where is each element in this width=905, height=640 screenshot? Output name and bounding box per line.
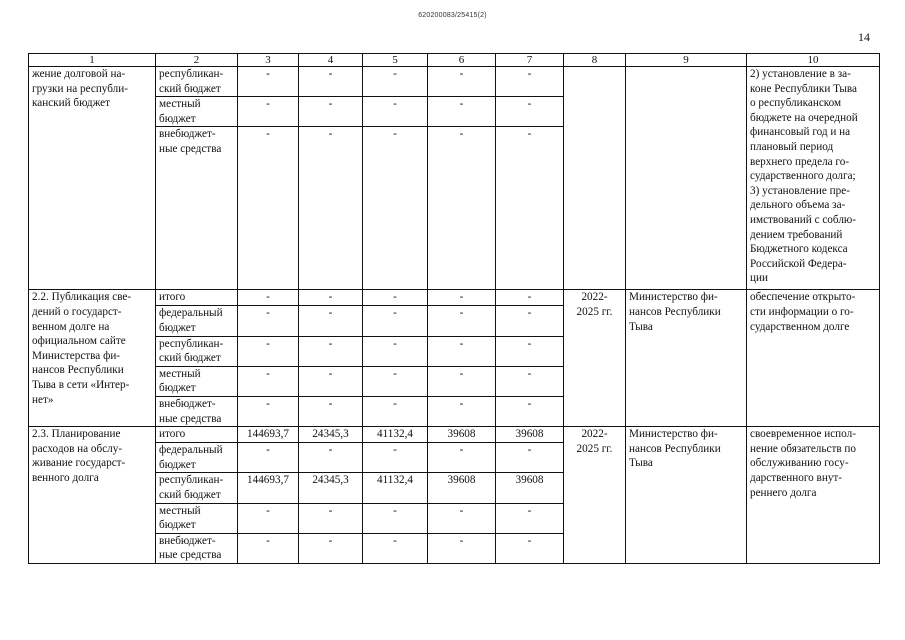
value-cell: - [238, 127, 299, 290]
funding-source-cell: местный бюджет [156, 97, 238, 127]
column-number: 4 [299, 54, 363, 67]
program-table [28, 53, 880, 564]
value-cell: - [238, 290, 299, 306]
result-cell: обеспечение открыто- сти информации о го- сударственном долге [747, 290, 880, 427]
funding-source-cell: итого [156, 427, 238, 443]
funding-source-cell: республикан- ский бюджет [156, 67, 238, 97]
value-cell: - [428, 67, 496, 97]
value-cell: - [428, 97, 496, 127]
executor-cell: Министерство фи- нансов Республики Тыва [626, 427, 747, 564]
funding-source-cell: внебюджет- ные средства [156, 127, 238, 290]
value-cell: - [496, 306, 564, 336]
column-number: 8 [564, 54, 626, 67]
value-cell: - [428, 396, 496, 426]
value-cell: - [238, 67, 299, 97]
funding-source-cell: федеральный бюджет [156, 443, 238, 473]
value-cell: - [299, 503, 363, 533]
period-cell: 2022- 2025 гг. [564, 427, 626, 564]
value-cell: - [238, 503, 299, 533]
funding-source-cell: местный бюджет [156, 366, 238, 396]
value-cell: - [299, 97, 363, 127]
funding-source-cell: федеральный бюджет [156, 306, 238, 336]
value-cell: - [496, 443, 564, 473]
column-number-row [29, 54, 880, 67]
value-cell: - [428, 336, 496, 366]
value-cell: - [299, 443, 363, 473]
measure-cell: 2.2. Публикация све- дений о государст- венном долге на официальном сайте Министерства фи- нансов Республики Тыва в сети «Интер- нет» [29, 290, 156, 427]
funding-source-cell: местный бюджет [156, 503, 238, 533]
value-cell: - [496, 290, 564, 306]
value-cell: - [496, 97, 564, 127]
value-cell: - [238, 366, 299, 396]
value-cell: 41132,4 [363, 473, 428, 503]
table-row [29, 427, 880, 443]
value-cell: - [238, 336, 299, 366]
value-cell: 39608 [496, 427, 564, 443]
value-cell: - [363, 443, 428, 473]
value-cell: - [363, 396, 428, 426]
result-cell: 2) установление в за- коне Республики Тыва о республиканском бюджете на очередной финансовый год и на плановый период верхнего предела го- сударственного долга; 3) установление пре- дельного объема за- имствований с соблю- дением требований Бюджетного кодекса Российской Федера- ции [747, 67, 880, 290]
funding-source-cell: внебюджет- ные средства [156, 533, 238, 563]
value-cell: - [238, 443, 299, 473]
value-cell: - [496, 533, 564, 563]
value-cell: - [299, 366, 363, 396]
value-cell: - [363, 366, 428, 396]
value-cell: 144693,7 [238, 473, 299, 503]
column-number: 7 [496, 54, 564, 67]
column-number: 9 [626, 54, 747, 67]
value-cell: - [238, 396, 299, 426]
result-cell: своевременное испол- нение обязательств по обслуживанию госу- дарственного внут- реннего долга [747, 427, 880, 564]
value-cell: 24345,3 [299, 427, 363, 443]
column-number: 6 [428, 54, 496, 67]
value-cell: - [299, 127, 363, 290]
value-cell: - [299, 67, 363, 97]
document-id: 620200083/25415(2) [418, 12, 487, 19]
table-row [29, 290, 880, 306]
value-cell: - [299, 533, 363, 563]
value-cell: - [428, 533, 496, 563]
value-cell: - [428, 290, 496, 306]
value-cell: 144693,7 [238, 427, 299, 443]
value-cell: - [428, 443, 496, 473]
column-number: 10 [747, 54, 880, 67]
value-cell: - [238, 306, 299, 336]
value-cell: - [428, 366, 496, 396]
table-row [29, 67, 880, 97]
value-cell: - [363, 306, 428, 336]
value-cell: 24345,3 [299, 473, 363, 503]
value-cell: - [496, 336, 564, 366]
value-cell: - [363, 533, 428, 563]
value-cell: 39608 [496, 473, 564, 503]
value-cell: - [363, 336, 428, 366]
column-number: 2 [156, 54, 238, 67]
value-cell: - [238, 533, 299, 563]
value-cell: - [363, 97, 428, 127]
measure-cell: 2.3. Планирование расходов на обслу- живание государст- венного долга [29, 427, 156, 564]
value-cell: - [428, 503, 496, 533]
measure-cell: жение долговой на- грузки на республи- канский бюджет [29, 67, 156, 290]
funding-source-cell: внебюджет- ные средства [156, 396, 238, 426]
period-cell: 2022- 2025 гг. [564, 290, 626, 427]
executor-cell: Министерство фи- нансов Республики Тыва [626, 290, 747, 427]
value-cell: - [363, 127, 428, 290]
value-cell: 39608 [428, 427, 496, 443]
value-cell: - [496, 127, 564, 290]
value-cell: - [496, 396, 564, 426]
value-cell: - [299, 290, 363, 306]
value-cell: - [238, 97, 299, 127]
value-cell: - [496, 366, 564, 396]
executor-cell [626, 67, 747, 290]
value-cell: 39608 [428, 473, 496, 503]
value-cell: - [428, 306, 496, 336]
page-number: 14 [858, 30, 870, 44]
funding-source-cell: итого [156, 290, 238, 306]
value-cell: - [299, 306, 363, 336]
column-number: 5 [363, 54, 428, 67]
column-number: 1 [29, 54, 156, 67]
value-cell: - [428, 127, 496, 290]
value-cell: - [363, 67, 428, 97]
value-cell: - [299, 396, 363, 426]
column-number: 3 [238, 54, 299, 67]
value-cell: - [363, 290, 428, 306]
value-cell: - [363, 503, 428, 533]
value-cell: - [496, 503, 564, 533]
period-cell [564, 67, 626, 290]
value-cell: 41132,4 [363, 427, 428, 443]
funding-source-cell: республикан- ский бюджет [156, 473, 238, 503]
value-cell: - [299, 336, 363, 366]
value-cell: - [496, 67, 564, 97]
funding-source-cell: республикан- ский бюджет [156, 336, 238, 366]
